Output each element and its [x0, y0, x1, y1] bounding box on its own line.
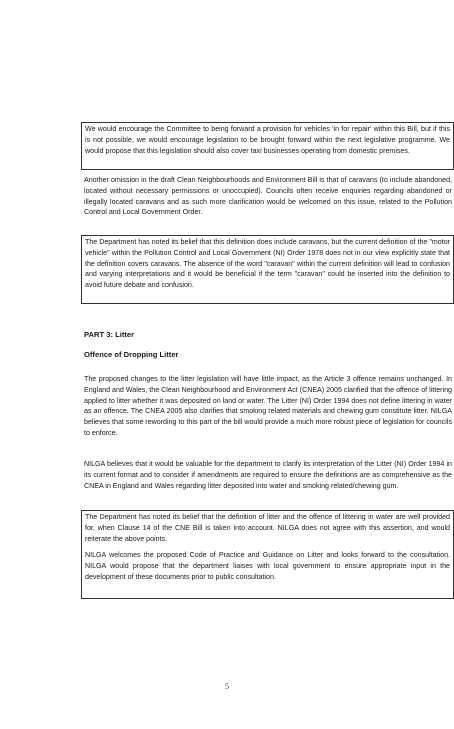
paragraph-caravan-definition: The Department has noted its belief that this definition does include caravans, but the current definition of the "motor vehicle" within the Pollution Control and Local Government (NI) Order 1978 does not in our view explicitly state that the definition covers caravans. The absence of the word "caravan" within the current definition will lead to confusion and varying interpretations and it would be beneficial if the term "caravan" could be inserted into the definition to avoid future debate and confusion. — [85, 238, 450, 290]
paragraph-nilga-clarify: NILGA believes that it would be valuable for the department to clarify its interpretation of the Litter (NI) Order 1994 in its current format and to consider if amendments are required to ensure the definitions are as comprehensive as the CNEA in England and Wales regarding litter deposited into water and smoking related/chewing gum. — [84, 460, 452, 490]
comment-box-caravans — [81, 235, 454, 304]
part-heading: PART 3: Litter — [84, 330, 135, 339]
page-number: 5 — [225, 682, 229, 691]
paragraph-caravans-omission: Another omission in the draft Clean Neighbourhoods and Environment Bill is that of caravans (to include abandoned, located without necessary permissions or unoccupied). Councils often receive enquiries regarding abandoned or illegally located caravans and as such more clarification would be welcomed on this issue, related to the Pollution Control and Local Government Order. — [84, 176, 452, 217]
paragraph-litter-definition: The Department has noted its belief that the definition of litter and the offence of littering in water are well provided for, when Clause 14 of the CNE Bill is taken into account. NILGA does not agree with this assertion, and would reiterate the above points. — [85, 513, 450, 543]
paragraph-block-nilga — [84, 459, 452, 491]
paragraph-vehicles-repair: We would encourage the Committee to being forward a provision for vehicles 'in for repair' within this Bill, but if this is not possible, we would encourage legislation to be brought forward within the next legislative programme. We would propose that this legislation should also cover taxi businesses operating from domestic premises. — [85, 125, 450, 155]
paragraph-block-litter — [84, 374, 452, 439]
paragraph-litter-changes: The proposed changes to the litter legislation will have little impact, as the Article 3 offence remains unchanged. In England and Wales, the Clean Neighbourhood and Environment Act (CNEA) 2005 clarified that the offence of littering applied to litter whether it was deposited on land or water. The Litter (NI) Order 1994 does not define littering in water as an offence. The CNEA 2005 also clarifies that smoking related materials and chewing gum constitute litter. NILGA believes that some rewording to this part of the bill would provide a much more robust piece of legislation for councils to enforce. — [84, 375, 452, 437]
comment-box-vehicles — [81, 122, 454, 170]
sub-heading: Offence of Dropping Litter — [84, 350, 179, 359]
comment-box-litter — [81, 510, 454, 599]
paragraph-code-of-practice: NILGA welcomes the proposed Code of Practice and Guidance on Litter and looks forward to the consultation. NILGA would propose that the department liaises with local government to ensure appropriate input in the development of these documents prior to public consultation. — [85, 551, 450, 581]
paragraph-block-caravans — [84, 175, 452, 218]
section-heading-block — [84, 330, 452, 340]
subheading-block — [84, 350, 452, 360]
